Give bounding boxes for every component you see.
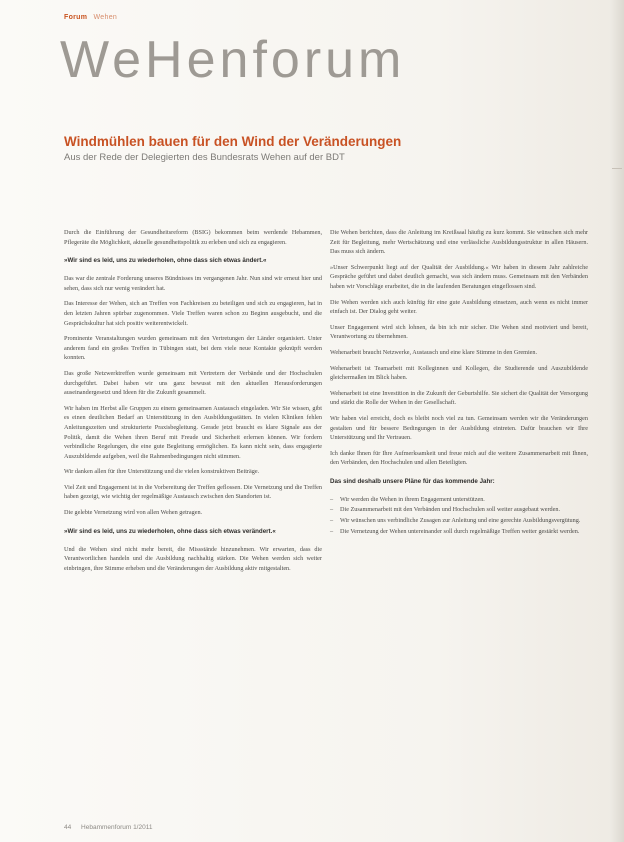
body-paragraph: Viel Zeit und Engagement ist in die Vorbereitung der Treffen geflossen. Die Vernetzung und die Treffen haben gezeigt, wie wichtig der regelmäßige Austausch zwischen den Standorten ist. [64,483,322,501]
right-column [330,228,588,537]
article-headline: Windmühlen bauen für den Wind der Veränderungen [64,134,402,149]
pull-quote-heading: »Wir sind es leid, uns zu wiederholen, ohne dass sich etwas verändert.« [64,527,276,535]
pull-quote-heading: Das sind deshalb unsere Pläne für das kommende Jahr: [330,477,495,485]
masthead-title: WeHenforum [60,31,406,89]
body-paragraph: Das Interesse der Wehen, sich an Treffen von Fachkreisen zu beteiligen und sich zu engagieren, hat in den letzten Jahren spürbar zugenommen. Viele Treffen waren schon zu Beginn ausgebucht, und die Gesprächskultur hat sich positiv weiterentwickelt. [64,300,322,327]
body-paragraph: Und die Wehen sind nicht mehr bereit, die Missstände hinzunehmen. Wir erwarten, dass die Verantwortlichen handeln und die Ausbildung nachhaltig stärken. Die Wehen werden sich weiter einbringen, ihre Stimme erheben und die Veränderungen der Ausbildung aktiv mitgestalten. [64,545,322,572]
body-paragraph: Die Wehen werden sich auch künftig für eine gute Ausbildung einsetzen, auch wenn es nicht immer einfach ist. Der Dialog geht weiter. [330,298,588,316]
page-number: 44 [64,824,72,831]
bullet-list [330,495,588,536]
margin-mark [612,168,622,169]
section-sublabel: Wehen [93,14,118,21]
body-paragraph: Das war die zentrale Forderung unseres Bündnisses im vergangenen Jahr. Nun sind wir erneut hier und sehen, dass sich nur wenig verändert hat. [64,275,322,292]
body-paragraph: Die gelebte Vernetzung wird von allen Wehen getragen. [64,509,203,517]
list-item: – Wir werden die Wehen in ihrem Engagement unterstützen. [330,495,588,505]
section-label: Forum [64,14,88,21]
body-paragraph: Ich danke Ihnen für Ihre Aufmerksamkeit und freue mich auf die weitere Zusammenarbeit mit Ihnen, den Verbänden, den Hochschulen und allen Beteiligten. [330,449,588,467]
body-paragraph: Wehenarbeit ist eine Investition in die Zukunft der Geburtshilfe. Sie sichert die Qualität der Versorgung und stärkt die Rolle der Wehen in der Gesellschaft. [330,389,588,407]
body-paragraph: Wehenarbeit braucht Netzwerke, Austausch und eine klare Stimme in den Gremien. [330,348,538,356]
list-item: – Die Vernetzung der Wehen untereinander soll durch regelmäßige Treffen weiter gestärkt werden. [330,527,588,537]
left-column [64,228,322,579]
section-tag [64,14,117,21]
list-item: – Die Zusammenarbeit mit den Verbänden und Hochschulen soll weiter ausgebaut werden. [330,505,588,515]
body-paragraph: Die Wehen berichten, dass die Anleitung im Kreißsaal häufig zu kurz kommt. Sie wünschen sich mehr Zeit für Begleitung, mehr Wertschätzung und eine verlässliche Ausbildungsstruktur in allen Häusern. Das muss sich ändern. [330,229,588,256]
body-paragraph: Prominente Veranstaltungen wurden gemeinsam mit den Vertretungen der Länder organisiert. Unter anderem fand ein großes Treffen in Tübingen statt, bei dem viele neue Kontakte geknüpft werden konnten. [64,335,322,362]
body-paragraph: Wir danken allen für ihre Unterstützung und die vielen konstruktiven Beiträge. [64,468,260,476]
article-subhead: Aus der Rede der Delegierten des Bundesrats Wehen auf der BDT [64,152,345,163]
body-paragraph: Das große Netzwerktreffen wurde gemeinsam mit Vertretern der Verbände und der Hochschulen durchgeführt. Dabei haben wir uns ganz bewusst mit den aktuellen Herausforderungen auseinandergesetzt und Ideen für die Zukunft gesammelt. [64,369,322,397]
publication-name: Hebammenforum 1/2011 [81,824,153,831]
page-spine [610,0,624,842]
body-paragraph: »Unser Schwerpunkt liegt auf der Qualität der Ausbildung.« Wir haben in diesem Jahr zahlreiche Gespräche geführt und dabei deutlich gemacht, was sich ändern muss. Gemeinsam mit den Verbänden haben wir Vorschläge erarbeitet, die in die laufenden Beratungen eingeflossen sind. [330,263,588,290]
page-footer [64,824,152,831]
body-paragraph: Wir haben im Herbst alle Gruppen zu einem gemeinsamen Austausch eingeladen. Wir Sie wissen, gibt es einen deutlichen Bedarf an Unterstützung in den Ausbildungsstätten. In vielen Kliniken fehlen Anleitungszeiten und strukturierte Praxisbegleitung. Gerade jetzt braucht es klare Signale aus der Politik, damit die Wehen ihren Beruf mit Freude und Sicherheit erlernen können. Wir fordern verbindliche Regelungen, die eine gute Begleitung ermöglichen. Es kann nicht sein, dass engagierte Auszubildende aufgeben, weil die Rahmenbedingungen nicht stimmen. [64,404,322,460]
body-paragraph: Durch die Einführung der Gesundheitsreform (BSIG) bekommen beim werdende Hebammen, Pflegeräte die Möglichkeit, aktuelle gesundheitspolitik zu erleben und sich zu engagieren. [64,229,322,246]
body-paragraph: Wehenarbeit ist Teamarbeit mit Kolleginnen und Kollegen, die Studierende und Auszubildende gleichermaßen im Blick haben. [330,364,588,382]
list-item: – Wir wünschen uns verbindliche Zusagen zur Anleitung und eine gerechte Ausbildungsvergütung. [330,516,588,526]
pull-quote-heading: »Wir sind es leid, uns zu wiederholen, ohne dass sich etwas ändert.« [64,257,267,265]
body-paragraph: Unser Engagement wird sich lohnen, da bin ich mir sicher. Die Wehen sind motiviert und bereit, Verantwortung zu übernehmen. [330,323,588,341]
body-paragraph: Wir haben viel erreicht, doch es bleibt noch viel zu tun. Gemeinsam werden wir die Veränderungen gestalten und für bessere Bedingungen in der Ausbildung eintreten. Dafür brauchen wir Ihre Unterstützung und Ihr Vertrauen. [330,414,588,442]
